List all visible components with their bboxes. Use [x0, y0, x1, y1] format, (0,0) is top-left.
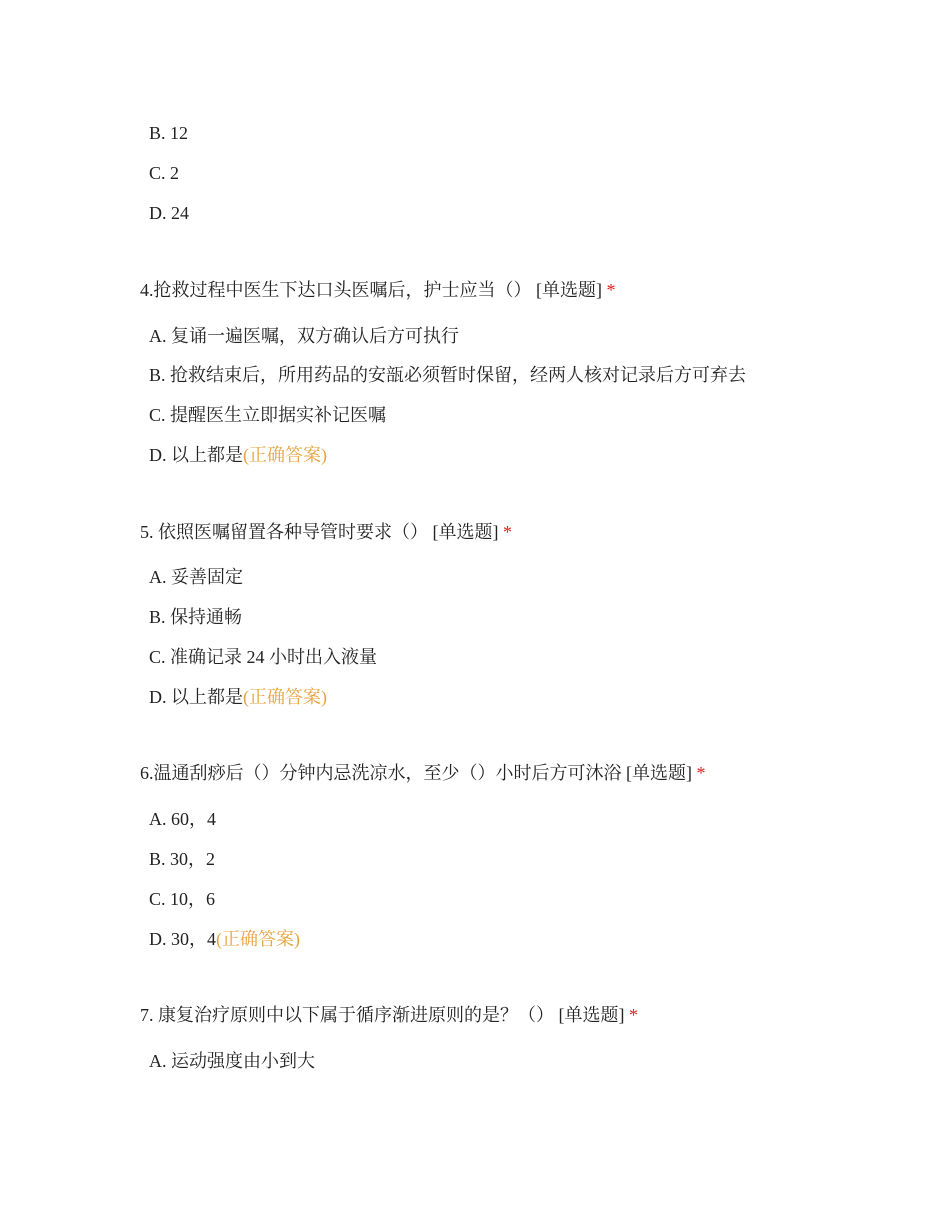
q6-option-c[interactable]: C. 10，6 — [149, 889, 216, 909]
q5-title-text: 5. 依照医嘱留置各种导管时要求（） — [140, 522, 433, 542]
q3-option-d[interactable]: D. 24 — [149, 203, 189, 223]
q5-type-label: [单选题] — [432, 522, 499, 542]
q5-title — [140, 521, 512, 543]
q5-option-d[interactable] — [149, 686, 327, 708]
q7-required-mark: * — [629, 1005, 638, 1025]
q6-option-d-text: D. 30，4 — [149, 929, 216, 949]
q3-option-b[interactable]: B. 12 — [149, 123, 189, 143]
q4-option-d-text: D. 以上都是 — [149, 445, 243, 465]
q4-option-b[interactable]: B. 抢救结束后，所用药品的安瓿必须暂时保留，经两人核对记录后方可弃去 — [149, 365, 747, 385]
q5-option-c[interactable]: C. 准确记录 24 小时出入液量 — [149, 647, 378, 667]
q5-required-mark: * — [503, 522, 512, 542]
q6-option-a[interactable]: A. 60，4 — [149, 809, 216, 829]
q6-type-label: [单选题] — [626, 763, 692, 783]
q6-option-d[interactable] — [149, 928, 300, 950]
q4-required-mark: * — [606, 280, 616, 300]
q7-title-text: 7. 康复治疗原则中以下属于循序渐进原则的是？（） — [140, 1005, 559, 1025]
q6-title-text: 6.温通刮痧后（）分钟内忌洗凉水，至少（）小时后方可沐浴 — [140, 763, 626, 783]
q6-required-mark: * — [696, 763, 706, 783]
q5-option-b[interactable]: B. 保持通畅 — [149, 607, 243, 627]
q4-title — [140, 279, 616, 301]
q4-option-a[interactable]: A. 复诵一遍医嘱，双方确认后方可执行 — [149, 326, 459, 346]
q6-title — [140, 762, 706, 784]
q4-option-d[interactable] — [149, 444, 327, 466]
q4-correct-answer-label: (正确答案) — [243, 445, 327, 465]
q6-correct-answer-label: (正确答案) — [216, 929, 300, 949]
q7-type-label: [单选题] — [558, 1005, 625, 1025]
q5-correct-answer-label: (正确答案) — [243, 687, 327, 707]
q7-option-a[interactable]: A. 运动强度由小到大 — [149, 1051, 315, 1071]
q3-option-c[interactable]: C. 2 — [149, 163, 180, 183]
q7-title — [140, 1004, 638, 1026]
q4-type-label: [单选题] — [536, 280, 602, 300]
q6-option-b[interactable]: B. 30，2 — [149, 849, 216, 869]
q4-title-text: 4.抢救过程中医生下达口头医嘱后，护士应当（） — [140, 280, 536, 300]
q4-option-c[interactable]: C. 提醒医生立即据实补记医嘱 — [149, 405, 387, 425]
q5-option-a[interactable]: A. 妥善固定 — [149, 567, 243, 587]
q5-option-d-text: D. 以上都是 — [149, 687, 243, 707]
